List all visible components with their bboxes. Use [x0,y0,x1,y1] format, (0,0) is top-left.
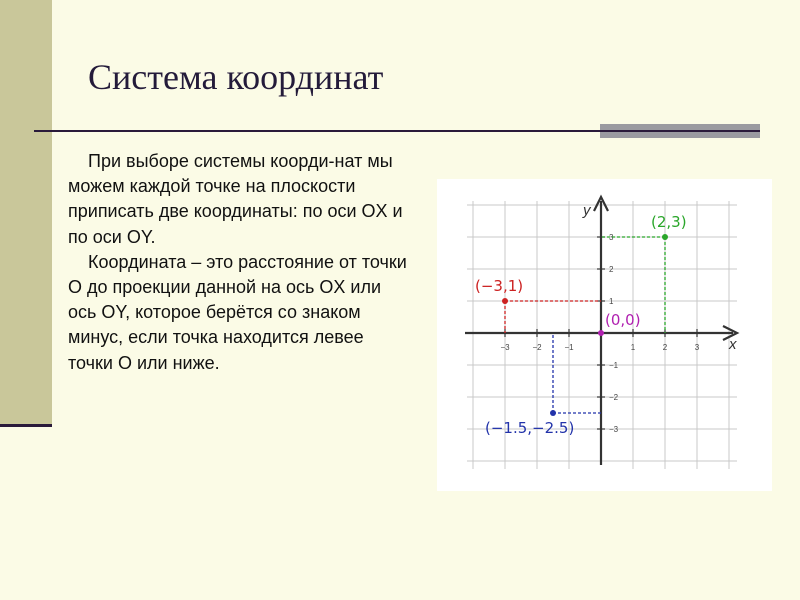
x-tick-label: −3 [500,343,510,352]
y-tick-label: −2 [609,393,619,402]
x-axis-label: x [729,336,737,353]
x-tick-label: −2 [532,343,542,352]
y-tick-label: 2 [609,265,614,274]
paragraph-2: Координата – это расстояние от точки O до проекции данной на ось OX или ось OY, которое берётся со знаком минус, если точка находится левее точки O или ниже. [68,251,407,373]
point-marker [598,330,604,336]
paragraph-1: При выборе системы коорди-нат мы можем каждой точке на плоскости приписать две координаты: по оси OX и по оси OY. [68,151,403,247]
y-tick-label: 3 [609,233,614,242]
x-tick-label: 3 [694,343,700,352]
y-axis-label: y [583,202,591,219]
x-tick-label: 2 [662,343,668,352]
points [475,213,687,437]
point-label: (2,3) [651,213,687,231]
point-label: (0,0) [605,311,641,329]
left-accent-line [0,424,52,427]
point-label: (−3,1) [475,277,524,295]
coordinate-diagram [437,179,772,491]
point-marker [502,298,508,304]
left-accent-bar [0,0,52,426]
x-tick-label: −1 [564,343,574,352]
slide-title: Система координат [88,57,384,97]
x-tick-label: 1 [630,343,636,352]
y-tick-label: −3 [609,425,619,434]
y-tick-label: −1 [609,361,619,370]
y-tick-label: 1 [609,297,614,306]
point-marker [662,234,668,240]
title-divider [34,130,600,132]
coordinate-plane [437,179,772,491]
point-marker [550,410,556,416]
title-divider-accent-line [600,130,760,132]
point-label: (−1.5,−2.5) [485,419,575,437]
body-text [68,149,408,376]
